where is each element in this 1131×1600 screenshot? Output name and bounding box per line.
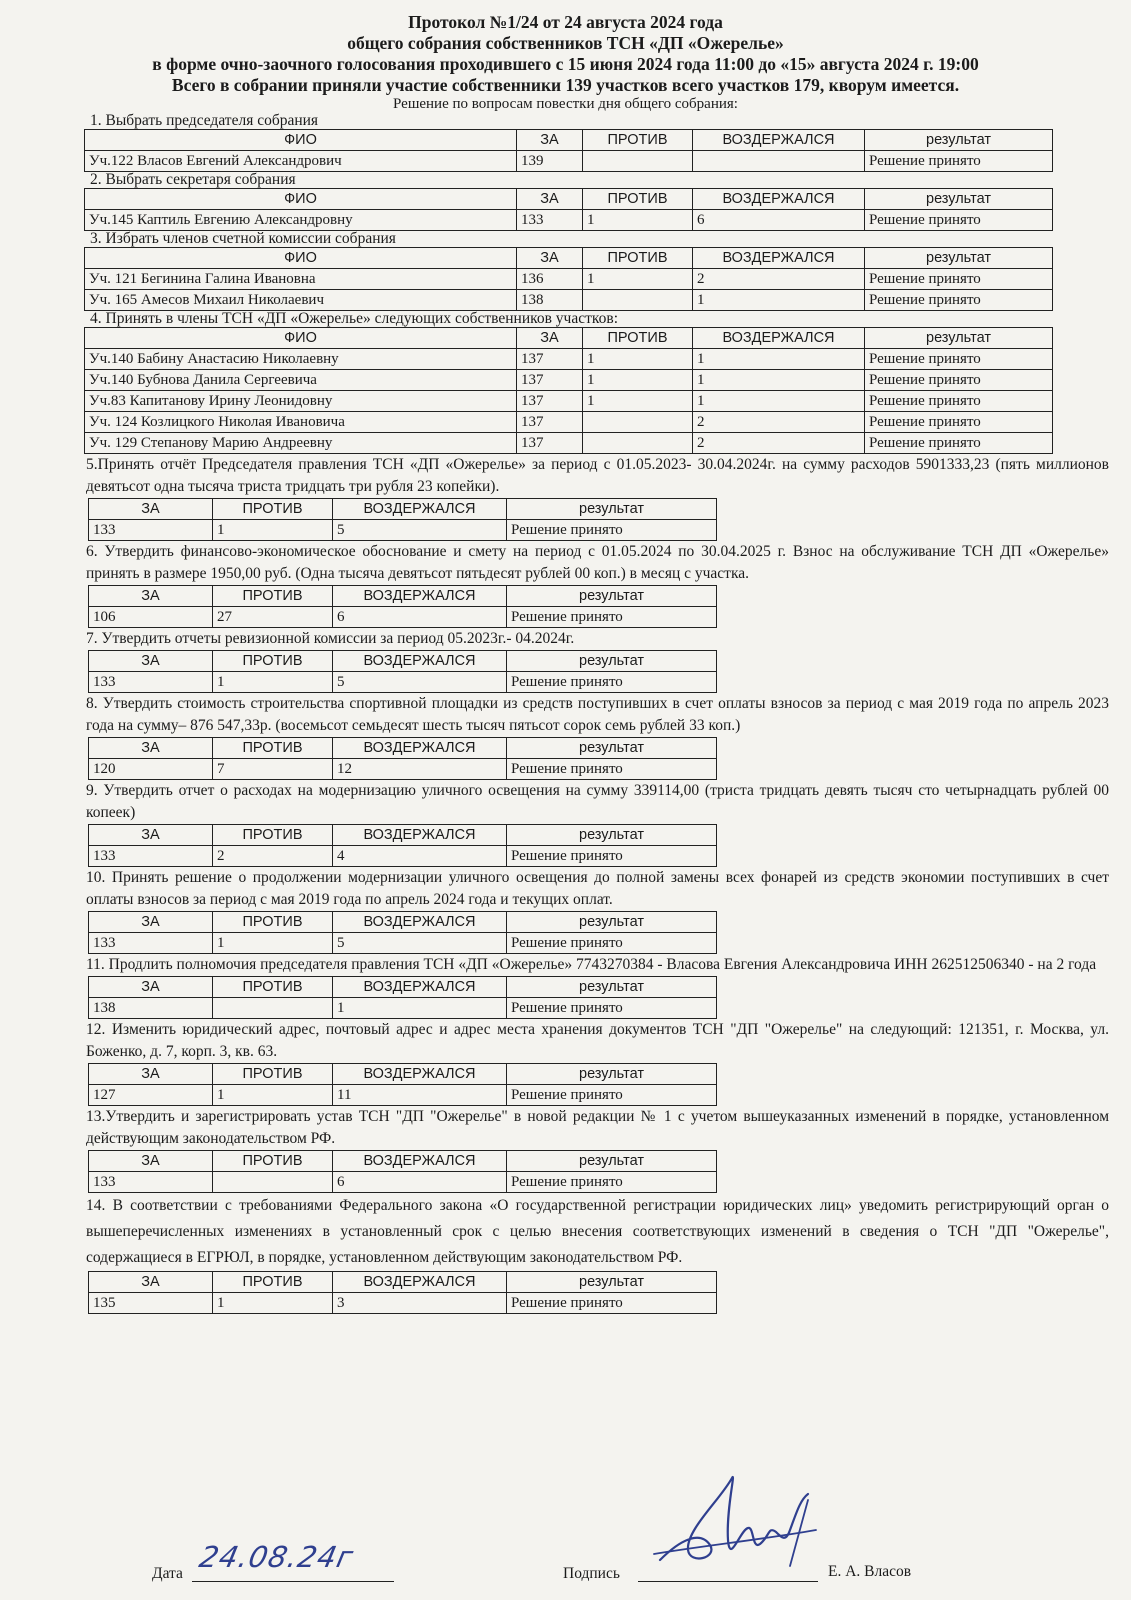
cell-za: 133 [89,672,213,693]
cell-fio: Уч.140 Бабину Анастасию Николаевну [85,349,517,370]
table-row [89,672,717,693]
col-protiv: ПРОТИВ [213,499,333,520]
cell-za: 120 [89,759,213,780]
document-header [0,0,1131,96]
table-row [85,370,1053,391]
cell-protiv: 1 [213,672,333,693]
question-13-table [88,1150,717,1193]
table-row [85,412,1053,433]
cell-result: Решение принято [865,412,1053,433]
col-result: результат [507,1064,717,1085]
cell-vozd: 4 [333,846,507,867]
col-vozd: ВОЗДЕРЖАЛСЯ [693,189,865,210]
col-fio: ФИО [85,130,517,151]
cell-result: Решение принято [507,520,717,541]
table-header-row [89,912,717,933]
question-6-text: 6. Утвердить финансово-экономическое обоснование и смету на период с 01.05.2024 по 30.04.2025 г. Взнос на обслуживание ТСН ДП «Ожерелье» принять в размере 1950,00 руб. (Одна тысяча девятьсот пятьдесят рублей 00 коп.) в месяц с участка. [86,543,1109,582]
table-row [89,520,717,541]
cell-vozd: 12 [333,759,507,780]
quorum-line: Всего в собрании приняли участие собственники 139 участков всего участков 179, кворум имеется. [171,75,960,95]
cell-protiv [583,433,693,454]
cell-vozd: 2 [693,269,865,290]
col-vozd: ВОЗДЕРЖАЛСЯ [333,738,507,759]
col-result: результат [865,130,1053,151]
col-vozd: ВОЗДЕРЖАЛСЯ [333,1272,507,1293]
table-header-row [89,825,717,846]
table-row [89,998,717,1019]
col-protiv: ПРОТИВ [213,977,333,998]
col-protiv: ПРОТИВ [583,328,693,349]
table-row [89,846,717,867]
col-result: результат [507,1151,717,1172]
date-underline [192,1581,394,1582]
question-14-text: 14. В соответствии с требованиями Федерального закона «О государственной регистрации юридических лиц» уведомить регистрирующий орган о вышеперечисленных изменениях в установленный срок с целью внесения соответствующих изменений в сведения о ТСН "ДП "Ожерелье", содержащиеся в ЕГРЮЛ, в порядке, установленном действующим законодательством РФ. [86,1197,1109,1266]
col-result: результат [865,248,1053,269]
question-12-text: 12. Изменить юридический адрес, почтовый адрес и адрес места хранения документов ТСН "ДП "Ожерелье" на следующий: 121351, г. Москва, ул. Боженко, д. 7, корп. 3, кв. 63. [86,1021,1109,1060]
cell-za: 137 [517,412,583,433]
cell-za: 139 [517,151,583,172]
cell-za: 136 [517,269,583,290]
table-row [85,269,1053,290]
cell-result: Решение принято [865,349,1053,370]
cell-za: 106 [89,607,213,628]
cell-vozd: 1 [693,391,865,412]
table-row [89,1085,717,1106]
cell-vozd [693,151,865,172]
col-protiv: ПРОТИВ [583,248,693,269]
signature-underline [638,1581,818,1582]
question-5-text: 5.Принять отчёт Председателя правления ТСН «ДП «Ожерелье» за период с 01.05.2023- 30.04.2024г. на сумму расходов 5901333,23 (пять миллионов девятьсот одна тысяча триста тридцать три рубля 23 копейки). [86,456,1109,495]
cell-za: 133 [89,933,213,954]
col-za: ЗА [517,248,583,269]
cell-vozd: 2 [693,412,865,433]
cell-za: 133 [89,846,213,867]
col-vozd: ВОЗДЕРЖАЛСЯ [693,328,865,349]
cell-protiv: 1 [213,1085,333,1106]
cell-protiv [213,998,333,1019]
cell-vozd: 5 [333,672,507,693]
handwritten-signature-icon [640,1470,820,1580]
cell-za: 137 [517,370,583,391]
col-za: ЗА [89,1064,213,1085]
cell-protiv: 27 [213,607,333,628]
col-protiv: ПРОТИВ [213,825,333,846]
question-4-table [84,327,1053,454]
meeting-title: общего собрания собственников ТСН «ДП «Ожерелье» [347,33,784,53]
col-protiv: ПРОТИВ [213,1064,333,1085]
question-3-title: 3. Избрать членов счетной комиссии собрания [90,230,396,247]
cell-vozd: 3 [333,1293,507,1314]
cell-result: Решение принято [507,846,717,867]
cell-vozd: 1 [333,998,507,1019]
col-protiv: ПРОТИВ [583,189,693,210]
table-header-row [89,499,717,520]
table-row [89,933,717,954]
cell-za: 127 [89,1085,213,1106]
cell-za: 138 [517,290,583,311]
cell-protiv: 1 [213,933,333,954]
col-vozd: ВОЗДЕРЖАЛСЯ [333,825,507,846]
cell-fio: Уч.140 Бубнова Данила Сергеевича [85,370,517,391]
cell-fio: Уч. 121 Бегинина Галина Ивановна [85,269,517,290]
cell-za: 137 [517,391,583,412]
cell-za: 137 [517,433,583,454]
col-vozd: ВОЗДЕРЖАЛСЯ [333,912,507,933]
cell-protiv: 1 [583,210,693,231]
cell-result: Решение принято [865,391,1053,412]
table-header-row [85,248,1053,269]
col-za: ЗА [517,189,583,210]
col-za: ЗА [89,738,213,759]
cell-result: Решение принято [507,1085,717,1106]
cell-za: 133 [517,210,583,231]
signer-name: Е. А. Власов [828,1563,912,1580]
cell-result: Решение принято [865,210,1053,231]
cell-vozd: 5 [333,520,507,541]
cell-protiv [583,290,693,311]
cell-result: Решение принято [507,672,717,693]
col-za: ЗА [89,586,213,607]
table-row [89,759,717,780]
col-vozd: ВОЗДЕРЖАЛСЯ [333,1064,507,1085]
col-za: ЗА [89,977,213,998]
table-row [85,391,1053,412]
cell-fio: Уч.83 Капитанову Ирину Леонидовну [85,391,517,412]
question-12-table [88,1063,717,1106]
col-vozd: ВОЗДЕРЖАЛСЯ [333,651,507,672]
col-result: результат [507,586,717,607]
table-row [85,290,1053,311]
question-9-text: 9. Утвердить отчет о расходах на модернизацию уличного освещения на сумму 339114,00 (триста тридцать девять тысяч сто четырнадцать рублей 00 копеек) [86,782,1109,821]
col-za: ЗА [89,1272,213,1293]
signature-block [0,1510,1131,1590]
col-vozd: ВОЗДЕРЖАЛСЯ [333,499,507,520]
table-row [85,433,1053,454]
cell-vozd: 6 [693,210,865,231]
col-za: ЗА [517,130,583,151]
col-result: результат [507,651,717,672]
cell-vozd: 1 [693,349,865,370]
question-8-table [88,737,717,780]
cell-vozd: 11 [333,1085,507,1106]
question-8-text: 8. Утвердить стоимость строительства спортивной площадки из средств поступивших в счет оплаты взносов за период с мая 2019 года по апрель 2023 года на сумму– 876 547,33р. (восемьсот семьдесят шесть тысяч пятьсот сорок семь рублей 33 коп.) [86,695,1109,734]
question-14-table [88,1271,717,1314]
col-result: результат [507,738,717,759]
cell-protiv: 1 [583,370,693,391]
cell-fio: Уч. 129 Степанову Марию Андреевну [85,433,517,454]
cell-result: Решение принято [507,933,717,954]
question-1-table [84,129,1053,172]
date-label: Дата [152,1565,183,1582]
question-7-text: 7. Утвердить отчеты ревизионной комиссии за период 05.2023г.- 04.2024г. [86,630,575,647]
col-result: результат [507,825,717,846]
col-result: результат [507,977,717,998]
cell-za: 137 [517,349,583,370]
col-protiv: ПРОТИВ [213,912,333,933]
table-header-row [85,130,1053,151]
cell-protiv [583,151,693,172]
table-row [89,1293,717,1314]
cell-result: Решение принято [865,433,1053,454]
col-vozd: ВОЗДЕРЖАЛСЯ [693,248,865,269]
table-row [89,607,717,628]
cell-vozd: 5 [333,933,507,954]
col-fio: ФИО [85,328,517,349]
question-7-table [88,650,717,693]
cell-fio: Уч. 165 Амесов Михаил Николаевич [85,290,517,311]
question-1-title: 1. Выбрать председателя собрания [90,112,319,129]
cell-vozd: 6 [333,1172,507,1193]
col-za: ЗА [89,651,213,672]
cell-protiv [213,1172,333,1193]
col-vozd: ВОЗДЕРЖАЛСЯ [333,586,507,607]
cell-fio: Уч.122 Власов Евгений Александрович [85,151,517,172]
cell-za: 138 [89,998,213,1019]
cell-result: Решение принято [507,607,717,628]
cell-result: Решение принято [507,1293,717,1314]
col-vozd: ВОЗДЕРЖАЛСЯ [333,977,507,998]
cell-protiv: 2 [213,846,333,867]
question-11-text: 11. Продлить полномочия председателя правления ТСН «ДП «Ожерелье» 7743270384 - Власова Евгения Александровича ИНН 262512506340 - на 2 года [86,956,1097,973]
signature-label: Подпись [563,1565,620,1582]
table-row [85,151,1053,172]
col-result: результат [507,499,717,520]
cell-za: 135 [89,1293,213,1314]
col-protiv: ПРОТИВ [213,1272,333,1293]
cell-vozd: 2 [693,433,865,454]
col-fio: ФИО [85,248,517,269]
cell-protiv: 1 [213,520,333,541]
col-protiv: ПРОТИВ [213,1151,333,1172]
cell-result: Решение принято [507,759,717,780]
col-protiv: ПРОТИВ [213,738,333,759]
table-header-row [89,738,717,759]
cell-protiv: 1 [583,391,693,412]
question-10-table [88,911,717,954]
col-vozd: ВОЗДЕРЖАЛСЯ [693,130,865,151]
col-vozd: ВОЗДЕРЖАЛСЯ [333,1151,507,1172]
col-result: результат [865,189,1053,210]
col-protiv: ПРОТИВ [213,586,333,607]
cell-protiv: 1 [213,1293,333,1314]
col-result: результат [507,912,717,933]
cell-result: Решение принято [865,370,1053,391]
protocol-title: Протокол №1/24 от 24 августа 2024 года [408,12,723,32]
question-2-title: 2. Выбрать секретаря собрания [90,171,296,188]
cell-protiv [583,412,693,433]
cell-fio: Уч. 124 Козлицкого Николая Ивановича [85,412,517,433]
col-za: ЗА [517,328,583,349]
question-5-table [88,498,717,541]
cell-vozd: 1 [693,370,865,391]
cell-za: 133 [89,520,213,541]
col-protiv: ПРОТИВ [213,651,333,672]
table-header-row [89,977,717,998]
cell-result: Решение принято [507,1172,717,1193]
col-za: ЗА [89,499,213,520]
question-13-text: 13.Утвердить и зарегистрировать устав ТСН "ДП "Ожерелье" в новой редакции № 1 с учетом вышеуказанных изменений в порядке, установленном действующим законодательством РФ. [86,1108,1109,1147]
cell-protiv: 1 [583,269,693,290]
table-header-row [89,1272,717,1293]
table-row [85,210,1053,231]
agenda-subtitle: Решение по вопросам повестки дня общего собрания: [393,96,738,112]
question-4-title: 4. Принять в члены ТСН «ДП «Ожерелье» следующих собственников участков: [90,310,619,327]
cell-result: Решение принято [865,269,1053,290]
col-za: ЗА [89,825,213,846]
handwritten-date: 24.08.24г [196,1540,358,1574]
question-6-table [88,585,717,628]
col-za: ЗА [89,1151,213,1172]
table-header-row [89,1064,717,1085]
cell-vozd: 1 [693,290,865,311]
cell-fio: Уч.145 Каптиль Евгению Александровну [85,210,517,231]
cell-protiv: 1 [583,349,693,370]
table-header-row [85,328,1053,349]
table-header-row [85,189,1053,210]
cell-vozd: 6 [333,607,507,628]
col-fio: ФИО [85,189,517,210]
question-2-table [84,188,1053,231]
col-protiv: ПРОТИВ [583,130,693,151]
table-header-row [89,586,717,607]
question-3-table [84,247,1053,311]
question-9-table [88,824,717,867]
table-row [89,1172,717,1193]
voting-form: в форме очно-заочного голосования проходившего с 15 июня 2024 года 11:00 до «15» августа 2024 г. 19:00 [152,54,979,74]
table-row [85,349,1053,370]
table-header-row [89,651,717,672]
question-10-text: 10. Принять решение о продолжении модернизации уличного освещения до полной замены всех фонарей из средств экономии поступивших в счет оплаты взносов за период с мая 2019 года по апрель 2024 года и текущих оплат. [86,869,1109,908]
col-result: результат [865,328,1053,349]
col-result: результат [507,1272,717,1293]
cell-za: 133 [89,1172,213,1193]
cell-protiv: 7 [213,759,333,780]
table-header-row [89,1151,717,1172]
cell-result: Решение принято [865,151,1053,172]
cell-result: Решение принято [507,998,717,1019]
question-11-table [88,976,717,1019]
cell-result: Решение принято [865,290,1053,311]
col-za: ЗА [89,912,213,933]
